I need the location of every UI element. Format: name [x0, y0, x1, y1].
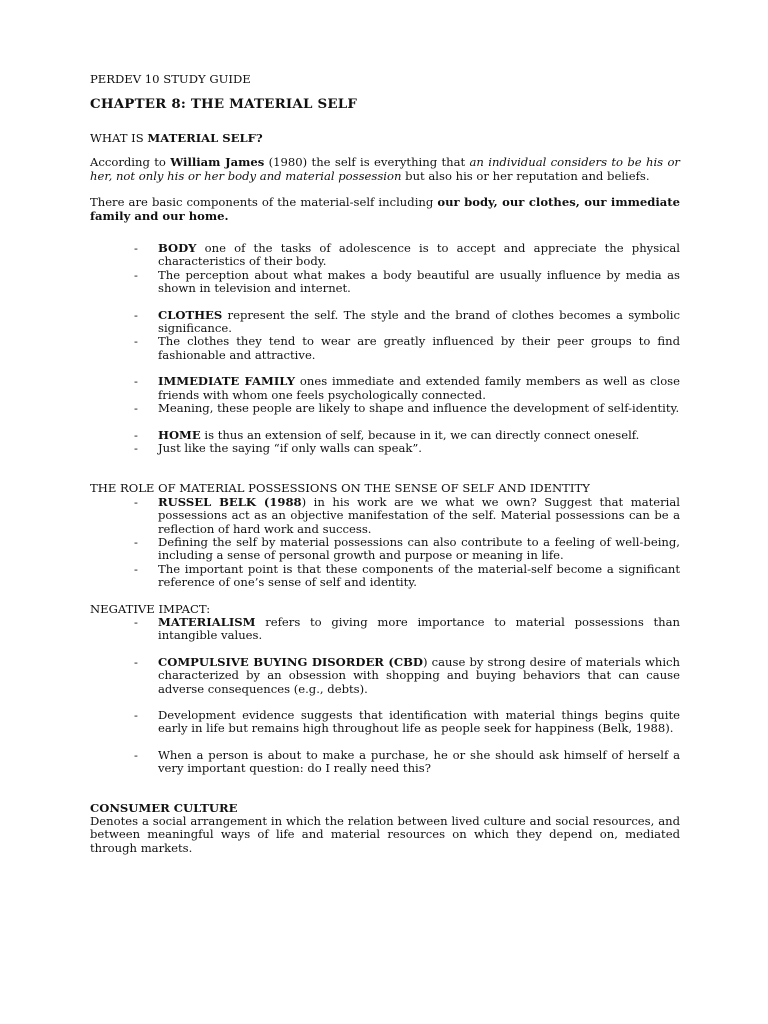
list-item: - BODY one of the tasks of adolescence is to accept and appreciate the physical characteristics of their body.: [134, 242, 680, 269]
list-item: - The clothes they tend to wear are greatly influenced by their peer groups to find fashionable and attractive.: [134, 335, 680, 362]
component-list-clothes: [90, 309, 680, 363]
component-list-home: [90, 429, 680, 456]
component-list-body: [90, 242, 680, 296]
list-item: - When a person is about to make a purchase, he or she should ask himself of herself a very important question: do I really need this?: [134, 749, 680, 776]
section-heading-consumer-culture: CONSUMER CULTURE: [90, 800, 238, 815]
consumer-culture-paragraph: Denotes a social arrangement in which the relation between lived culture and social resources, and between meaningful ways of life and material resources on which they depend on, mediated through markets.: [90, 814, 680, 855]
section-heading-role: THE ROLE OF MATERIAL POSSESSIONS ON THE SENSE OF SELF AND IDENTITY: [90, 481, 590, 496]
guide-title: PERDEV 10 STUDY GUIDE: [90, 72, 251, 86]
list-item: - The perception about what makes a body beautiful are usually influence by media as shown in television and internet.: [134, 269, 680, 296]
list-item: - IMMEDIATE FAMILY ones immediate and extended family members as well as close friends with whom one feels psychologically connected.: [134, 375, 680, 402]
list-item: - CLOTHES represent the self. The style and the brand of clothes becomes a symbolic significance.: [134, 309, 680, 336]
section-heading-negative-impact: NEGATIVE IMPACT:: [90, 601, 211, 616]
section-heading-material-self: WHAT IS MATERIAL SELF?: [90, 131, 263, 145]
chapter-title: CHAPTER 8: THE MATERIAL SELF: [90, 96, 358, 112]
list-item: - COMPULSIVE BUYING DISORDER (CBD) cause by strong desire of materials which characterized by an obsession with shopping and buying behaviors that can cause adverse consequences (e.g., debts).: [134, 656, 680, 696]
list-item: - Just like the saying “if only walls can speak”.: [134, 442, 680, 455]
negative-list: [90, 616, 680, 776]
list-item: - RUSSEL BELK (1988) in his work are we what we own? Suggest that material possessions act as an objective manifestation of the self. Material possessions can be a reflection of hard work and success.: [134, 496, 680, 536]
definition-paragraph: According to William James (1980) the self is everything that an individual considers to be his or her, not only his or her body and material possession but also his or her reputation and beliefs.: [90, 155, 680, 183]
list-item: - Defining the self by material possessions can also contribute to a feeling of well-being, including a sense of personal growth and purpose or meaning in life.: [134, 536, 680, 563]
component-list-family: [90, 375, 680, 415]
list-item: - HOME is thus an extension of self, because in it, we can directly connect oneself.: [134, 429, 680, 442]
list-item: - Meaning, these people are likely to shape and influence the development of self-identity.: [134, 402, 680, 415]
list-item: - The important point is that these components of the material-self become a significant reference of one’s sense of self and identity.: [134, 563, 680, 590]
list-item: - Development evidence suggests that identification with material things begins quite early in life but remains high throughout life as people seek for happiness (Belk, 1988).: [134, 709, 680, 736]
components-paragraph: There are basic components of the material-self including our body, our clothes, our immediate family and our home.: [90, 195, 680, 223]
document-page: [90, 72, 680, 855]
list-item: - MATERIALISM refers to giving more importance to material possessions than intangible values.: [134, 616, 680, 643]
role-list: [90, 496, 680, 590]
